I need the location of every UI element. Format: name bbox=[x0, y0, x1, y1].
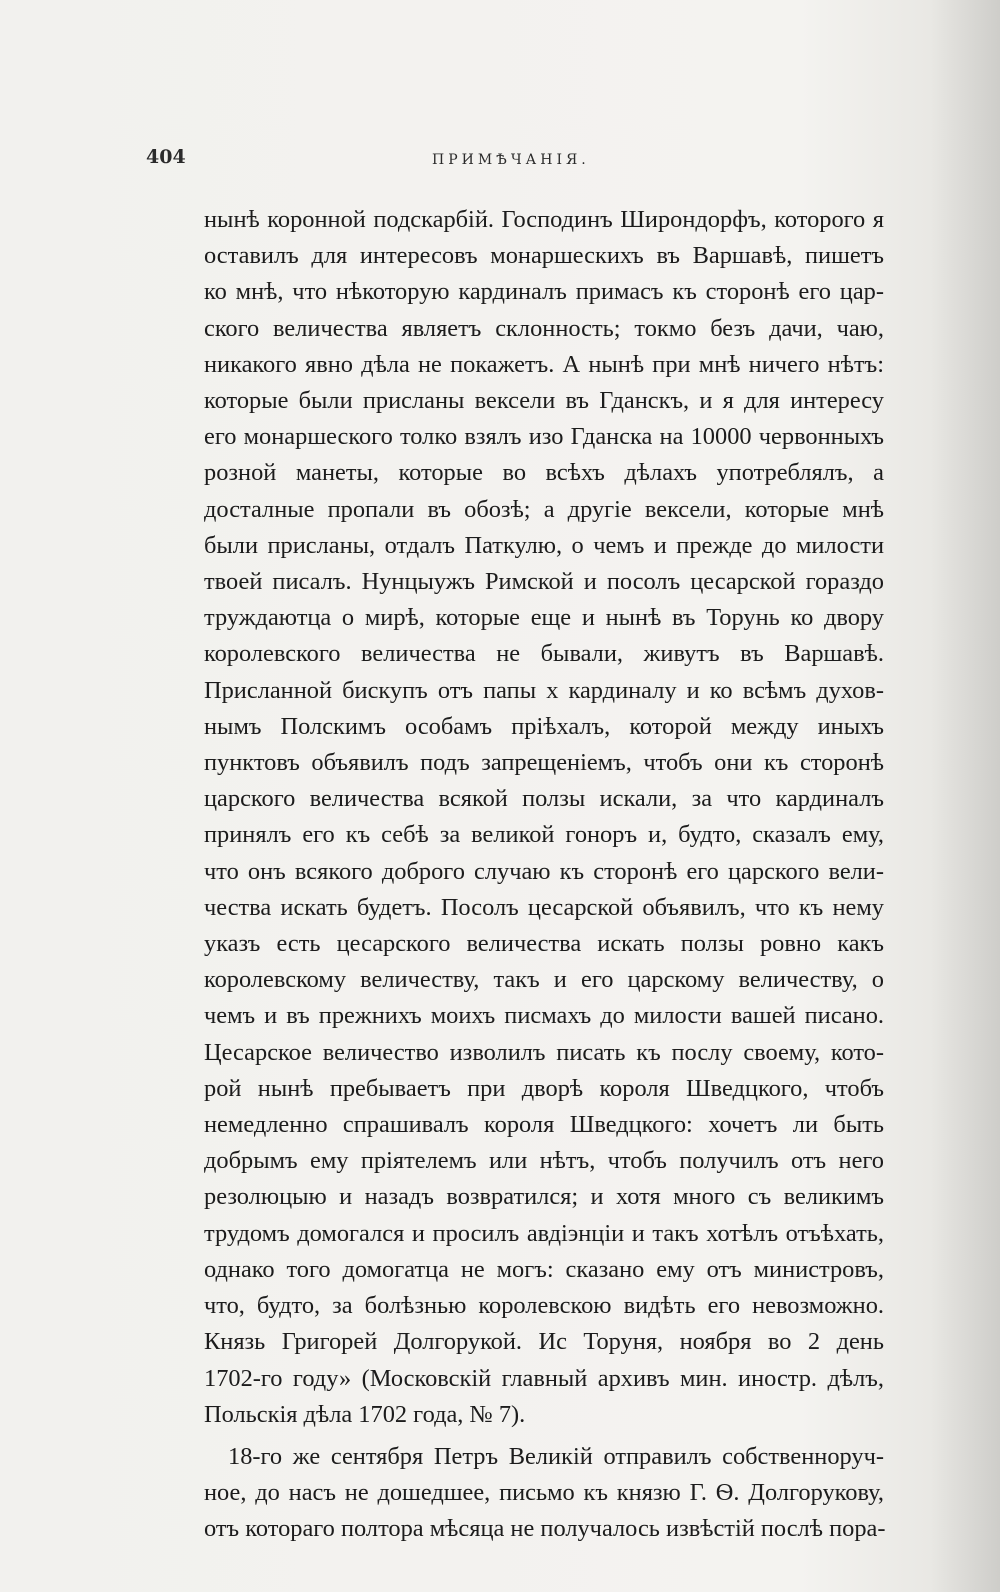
text-line: розной манеты, которые во всѣхъ дѣлахъ употреблялъ, а bbox=[204, 459, 884, 487]
text-line: что онъ всякого доброго случаю къ сторонѣ его царского вели- bbox=[204, 857, 884, 885]
page-number: 404 bbox=[146, 146, 186, 168]
text-line: отъ котораго полтора мѣсяца не получалось извѣстій послѣ пора- bbox=[204, 1515, 886, 1543]
text-line: труждаютца о мирѣ, которые еще и нынѣ въ Торунь ко двору bbox=[204, 604, 884, 632]
text-line: никакого явно дѣла не покажетъ. А нынѣ при мнѣ ничего нѣтъ: bbox=[204, 350, 884, 378]
text-line: Цесарское величество изволилъ писать къ послу своему, кото- bbox=[204, 1038, 884, 1066]
text-line: принялъ его къ себѣ за великой гоноръ и, будто, сказалъ ему, bbox=[204, 821, 884, 849]
text-line: нынѣ коронной подскарбій. Господинъ Широндорфъ, которого я bbox=[204, 206, 884, 233]
text-line: 18-го же сентября Петръ Великій отправилъ собственноруч- bbox=[228, 1442, 884, 1470]
text-line: королевскому величеству, такъ и его царскому величеству, о bbox=[204, 966, 884, 994]
text-line: царского величества всякой ползы искали, за что кардиналъ bbox=[204, 785, 884, 813]
text-line: которые были присланы вексели въ Гданскъ, и я для интересу bbox=[204, 387, 884, 415]
text-line: твоей писалъ. Нунцыужъ Римской и посолъ цесарской гораздо bbox=[204, 568, 884, 596]
text-line: ное, до насъ не дошедшее, письмо къ князю Г. Ѳ. Долгорукову, bbox=[204, 1479, 884, 1507]
text-line: нымъ Полскимъ особамъ пріѣхалъ, которой между иныхъ bbox=[204, 712, 884, 740]
text-line: резолюцыю и назадъ возвратился; и хотя много съ великимъ bbox=[204, 1183, 884, 1211]
text-line: однако того домогатца не могъ: сказано ему отъ министровъ, bbox=[204, 1255, 884, 1283]
text-line: Польскія дѣла 1702 года, № 7). bbox=[204, 1400, 526, 1428]
text-line: чества искать будетъ. Посолъ цесарской объявилъ, что къ нему bbox=[204, 893, 884, 921]
text-line: рой нынѣ пребываетъ при дворѣ короля Шведцкого, чтобъ bbox=[204, 1074, 884, 1102]
text-line: что, будто, за болѣзнью королевскою видѣть его невозможно. bbox=[204, 1292, 884, 1320]
text-line: 1702-го году» (Московскій главный архивъ мин. иностр. дѣлъ, bbox=[204, 1364, 884, 1392]
text-line: досталные пропали въ обозѣ; а другіе вексели, которые мнѣ bbox=[204, 495, 884, 523]
body-text bbox=[204, 202, 884, 1548]
text-line: немедленно спрашивалъ короля Шведцкого: хочетъ ли быть bbox=[204, 1111, 884, 1139]
text-line: трудомъ домогался и просилъ авдіэнціи и такъ хотѣлъ отъѣхать, bbox=[204, 1219, 884, 1247]
text-line: чемъ и въ прежнихъ моихъ писмахъ до милости вашей писано. bbox=[204, 1002, 884, 1030]
text-line: ко мнѣ, что нѣкоторую кардиналъ примасъ къ сторонѣ его цар- bbox=[204, 278, 884, 306]
text-line: Присланной бискупъ отъ папы х кардиналу и ко всѣмъ духов- bbox=[204, 676, 884, 704]
text-line: указъ есть цесарского величества искать ползы ровно какъ bbox=[204, 930, 884, 958]
page-edge-shadow bbox=[930, 0, 1000, 1592]
running-head: ПРИМѢЧАНІЯ. bbox=[432, 152, 590, 168]
text-line: ского величества являетъ склонность; токмо безъ дачи, чаю, bbox=[204, 314, 884, 342]
text-line: Князь Григорей Долгорукой. Ис Торуня, ноября во 2 день bbox=[204, 1328, 884, 1356]
text-line: пунктовъ объявилъ подъ запрещеніемъ, чтобъ они къ сторонѣ bbox=[204, 749, 884, 777]
text-line: были присланы, отдалъ Паткулю, о чемъ и прежде до милости bbox=[204, 531, 884, 559]
text-line: добрымъ ему пріятелемъ или нѣтъ, чтобъ получилъ отъ него bbox=[204, 1147, 884, 1175]
text-line: оставилъ для интересовъ монаршескихъ въ Варшавѣ, пишетъ bbox=[204, 242, 884, 270]
text-line: королевского величества не бывали, живутъ въ Варшавѣ. bbox=[204, 640, 884, 668]
text-line: его монаршеского толко взялъ изо Гданска на 10000 червонныхъ bbox=[204, 423, 884, 451]
